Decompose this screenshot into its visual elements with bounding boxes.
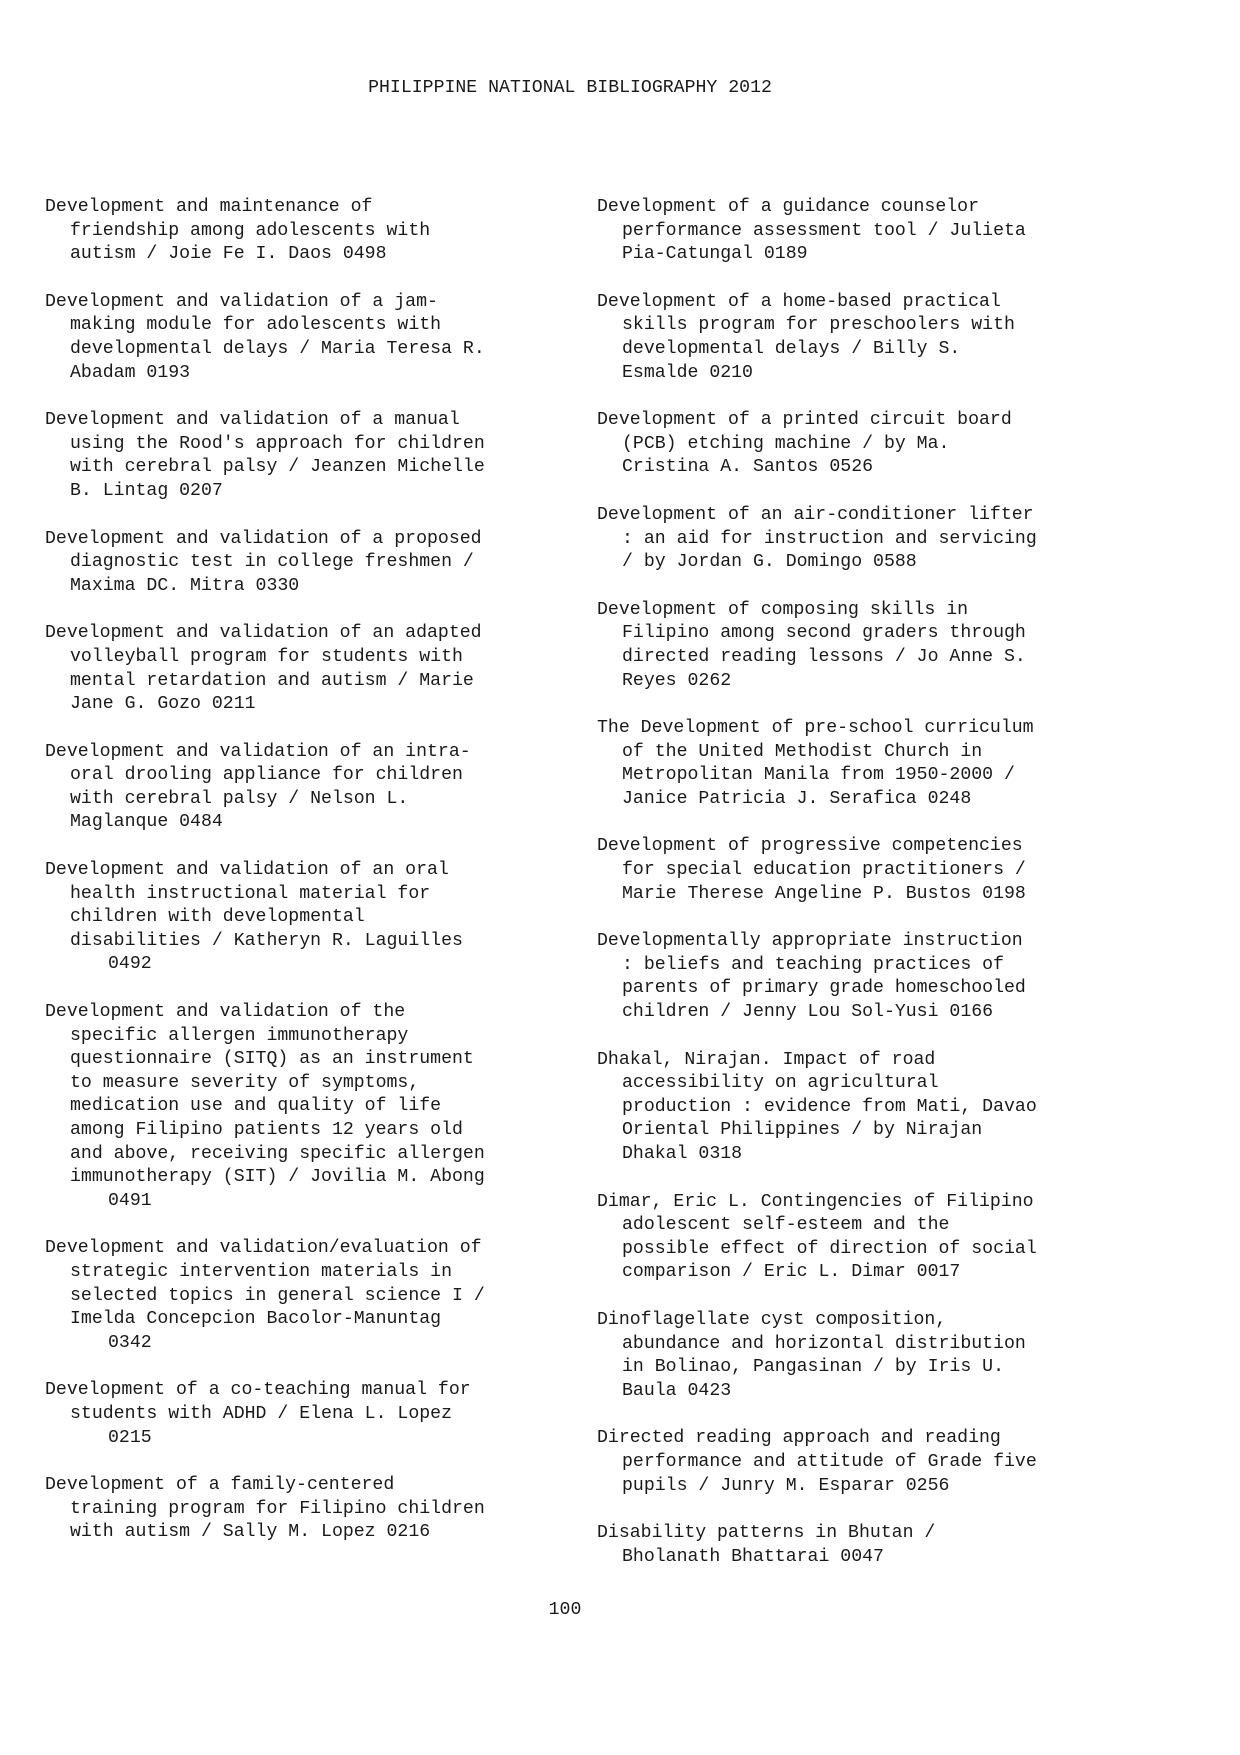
- bibliography-entry: [597, 1522, 1137, 1569]
- entry-line: Metropolitan Manila from 1950-2000 /: [622, 765, 1015, 786]
- entry-line: medication use and quality of life: [70, 1096, 442, 1117]
- entry-line: with autism / Sally M. Lopez 0216: [70, 1522, 431, 1543]
- entry-line: making module for adolescents with: [70, 315, 442, 336]
- entry-line: specific allergen immunotherapy: [70, 1025, 409, 1046]
- entry-line: with cerebral palsy / Jeanzen Michelle: [70, 457, 485, 478]
- bibliography-entry: [45, 1474, 585, 1545]
- entry-line: friendship among adolescents with: [70, 220, 431, 241]
- entry-line: for special education practitioners /: [622, 860, 1026, 881]
- entry-line: Development and maintenance of: [45, 197, 373, 217]
- entry-line: Development and validation of a manual: [45, 410, 460, 431]
- entry-line: Oriental Philippines / by Nirajan: [622, 1120, 983, 1141]
- entry-line: Dhakal 0318: [622, 1144, 743, 1164]
- bibliography-entry: [597, 717, 1137, 811]
- bibliography-entry: [45, 291, 585, 385]
- entry-line: Development of a home-based practical: [597, 291, 1001, 312]
- bibliography-entry: [597, 409, 1137, 480]
- entry-line: pupils / Junry M. Esparar 0256: [622, 1475, 950, 1496]
- entry-line: 0215: [108, 1427, 152, 1448]
- entry-line: oral drooling appliance for children: [70, 765, 463, 786]
- entry-line: children / Jenny Lou Sol-Yusi 0166: [622, 1002, 994, 1023]
- left-column: [45, 196, 585, 1569]
- entry-line: Development and validation/evaluation of: [45, 1238, 482, 1259]
- entry-line: skills program for preschoolers with: [622, 315, 1015, 336]
- bibliography-entry: [45, 1001, 585, 1213]
- bibliography-entry: [597, 930, 1137, 1024]
- entry-line: Bholanath Bhattarai 0047: [622, 1546, 884, 1567]
- bibliography-entry: [597, 291, 1137, 385]
- entry-line: Development and validation of a proposed: [45, 528, 482, 549]
- entry-line: Development of a guidance counselor: [597, 197, 979, 217]
- entry-line: Developmentally appropriate instruction: [597, 931, 1023, 952]
- entry-line: Disability patterns in Bhutan /: [597, 1523, 936, 1544]
- entry-line: Jane G. Gozo 0211: [70, 694, 256, 715]
- entry-line: of the United Methodist Church in: [622, 741, 983, 762]
- entry-line: developmental delays / Maria Teresa R.: [70, 338, 485, 359]
- entry-line: Imelda Concepcion Bacolor-Manuntag: [70, 1309, 442, 1330]
- page-header: PHILIPPINE NATIONAL BIBLIOGRAPHY 2012: [368, 78, 772, 98]
- entry-line: Development of a co-teaching manual for: [45, 1380, 471, 1401]
- entry-line: Development of composing skills in: [597, 599, 969, 620]
- entry-line: Marie Therese Angeline P. Bustos 0198: [622, 883, 1026, 904]
- entry-line: autism / Joie Fe I. Daos 0498: [70, 244, 387, 265]
- entry-line: Development of a printed circuit board: [597, 410, 1012, 431]
- entry-line: strategic intervention materials in: [70, 1261, 452, 1282]
- entry-line: : beliefs and teaching practices of: [622, 954, 1004, 975]
- entry-line: possible effect of direction of social: [622, 1238, 1037, 1259]
- entry-line: Janice Patricia J. Serafica 0248: [622, 788, 972, 809]
- entry-line: directed reading lessons / Jo Anne S.: [622, 646, 1026, 667]
- entry-line: Filipino among second graders through: [622, 623, 1026, 644]
- bibliography-entry: [45, 196, 585, 267]
- entry-line: Baula 0423: [622, 1380, 732, 1401]
- entry-line: abundance and horizontal distribution: [622, 1333, 1026, 1354]
- bibliography-entry: [45, 1237, 585, 1355]
- entry-line: performance assessment tool / Julieta: [622, 220, 1026, 241]
- bibliography-entry: [597, 1191, 1137, 1285]
- entry-line: : an aid for instruction and servicing: [622, 528, 1037, 549]
- bibliography-entry: [45, 1379, 585, 1450]
- entry-line: production : evidence from Mati, Davao: [622, 1096, 1037, 1117]
- entry-line: (PCB) etching machine / by Ma.: [622, 433, 950, 454]
- bibliography-entry: [597, 835, 1137, 906]
- entry-line: Maxima DC. Mitra 0330: [70, 575, 300, 596]
- entry-line: Esmalde 0210: [622, 362, 753, 383]
- entry-line: students with ADHD / Elena L. Lopez: [70, 1403, 452, 1424]
- bibliography-entry: [45, 859, 585, 977]
- entry-line: volleyball program for students with: [70, 646, 463, 667]
- entry-line: 0491: [108, 1190, 152, 1211]
- entry-line: training program for Filipino children: [70, 1498, 485, 1519]
- entry-line: immunotherapy (SIT) / Jovilia M. Abong: [70, 1167, 485, 1188]
- bibliography-entry: [45, 622, 585, 716]
- entry-line: accessibility on agricultural: [622, 1073, 939, 1094]
- bibliography-entry: [597, 504, 1137, 575]
- entry-line: Abadam 0193: [70, 362, 191, 383]
- entry-line: adolescent self-esteem and the: [622, 1215, 950, 1236]
- bibliography-entry: [45, 528, 585, 599]
- right-column: [597, 196, 1137, 1593]
- entry-line: performance and attitude of Grade five: [622, 1451, 1037, 1472]
- entry-line: Pia-Catungal 0189: [622, 244, 808, 265]
- bibliography-entry: [45, 741, 585, 835]
- entry-line: Development and validation of an oral: [45, 860, 449, 881]
- entry-line: Development of an air-conditioner lifter: [597, 504, 1034, 525]
- entry-line: and above, receiving specific allergen: [70, 1143, 485, 1164]
- entry-line: parents of primary grade homeschooled: [622, 978, 1026, 999]
- entry-line: Development of progressive competencies: [597, 836, 1023, 857]
- entry-line: The Development of pre-school curriculum: [597, 718, 1034, 739]
- entry-line: Directed reading approach and reading: [597, 1428, 1001, 1449]
- entry-line: using the Rood's approach for children: [70, 433, 485, 454]
- entry-line: Dhakal, Nirajan. Impact of road: [597, 1049, 936, 1070]
- entry-line: Dimar, Eric L. Contingencies of Filipino: [597, 1191, 1034, 1212]
- entry-line: questionnaire (SITQ) as an instrument: [70, 1049, 474, 1070]
- bibliography-entry: [597, 1049, 1137, 1167]
- page-number: 100: [548, 1600, 582, 1620]
- entry-line: to measure severity of symptoms,: [70, 1072, 420, 1093]
- entry-line: in Bolinao, Pangasinan / by Iris U.: [622, 1357, 1004, 1378]
- entry-line: Dinoflagellate cyst composition,: [597, 1309, 947, 1330]
- entry-line: children with developmental: [70, 907, 365, 928]
- entry-line: Development and validation of an intra-: [45, 741, 471, 762]
- bibliography-entry: [597, 1309, 1137, 1403]
- entry-line: comparison / Eric L. Dimar 0017: [622, 1262, 961, 1283]
- entry-line: selected topics in general science I /: [70, 1285, 485, 1306]
- entry-line: Development and validation of an adapted: [45, 623, 482, 644]
- entry-line: mental retardation and autism / Marie: [70, 670, 474, 691]
- bibliography-entry: [597, 599, 1137, 693]
- bibliography-entry: [45, 409, 585, 503]
- entry-line: B. Lintag 0207: [70, 480, 223, 501]
- entry-line: developmental delays / Billy S.: [622, 338, 961, 359]
- entry-line: / by Jordan G. Domingo 0588: [622, 552, 917, 573]
- entry-line: with cerebral palsy / Nelson L.: [70, 788, 409, 809]
- entry-line: disabilities / Katheryn R. Laguilles: [70, 930, 463, 951]
- entry-line: Reyes 0262: [622, 670, 732, 691]
- entry-line: Development of a family-centered: [45, 1475, 395, 1496]
- entry-line: 0342: [108, 1332, 152, 1353]
- entry-line: Development and validation of a jam-: [45, 291, 438, 312]
- entry-line: diagnostic test in college freshmen /: [70, 552, 474, 573]
- bibliography-entry: [597, 1427, 1137, 1498]
- entry-line: health instructional material for: [70, 883, 431, 904]
- entry-line: Cristina A. Santos 0526: [622, 457, 874, 478]
- entry-line: 0492: [108, 954, 152, 975]
- entry-line: Development and validation of the: [45, 1002, 406, 1023]
- entry-line: among Filipino patients 12 years old: [70, 1120, 463, 1140]
- bibliography-entry: [597, 196, 1137, 267]
- entry-line: Maglanque 0484: [70, 812, 223, 833]
